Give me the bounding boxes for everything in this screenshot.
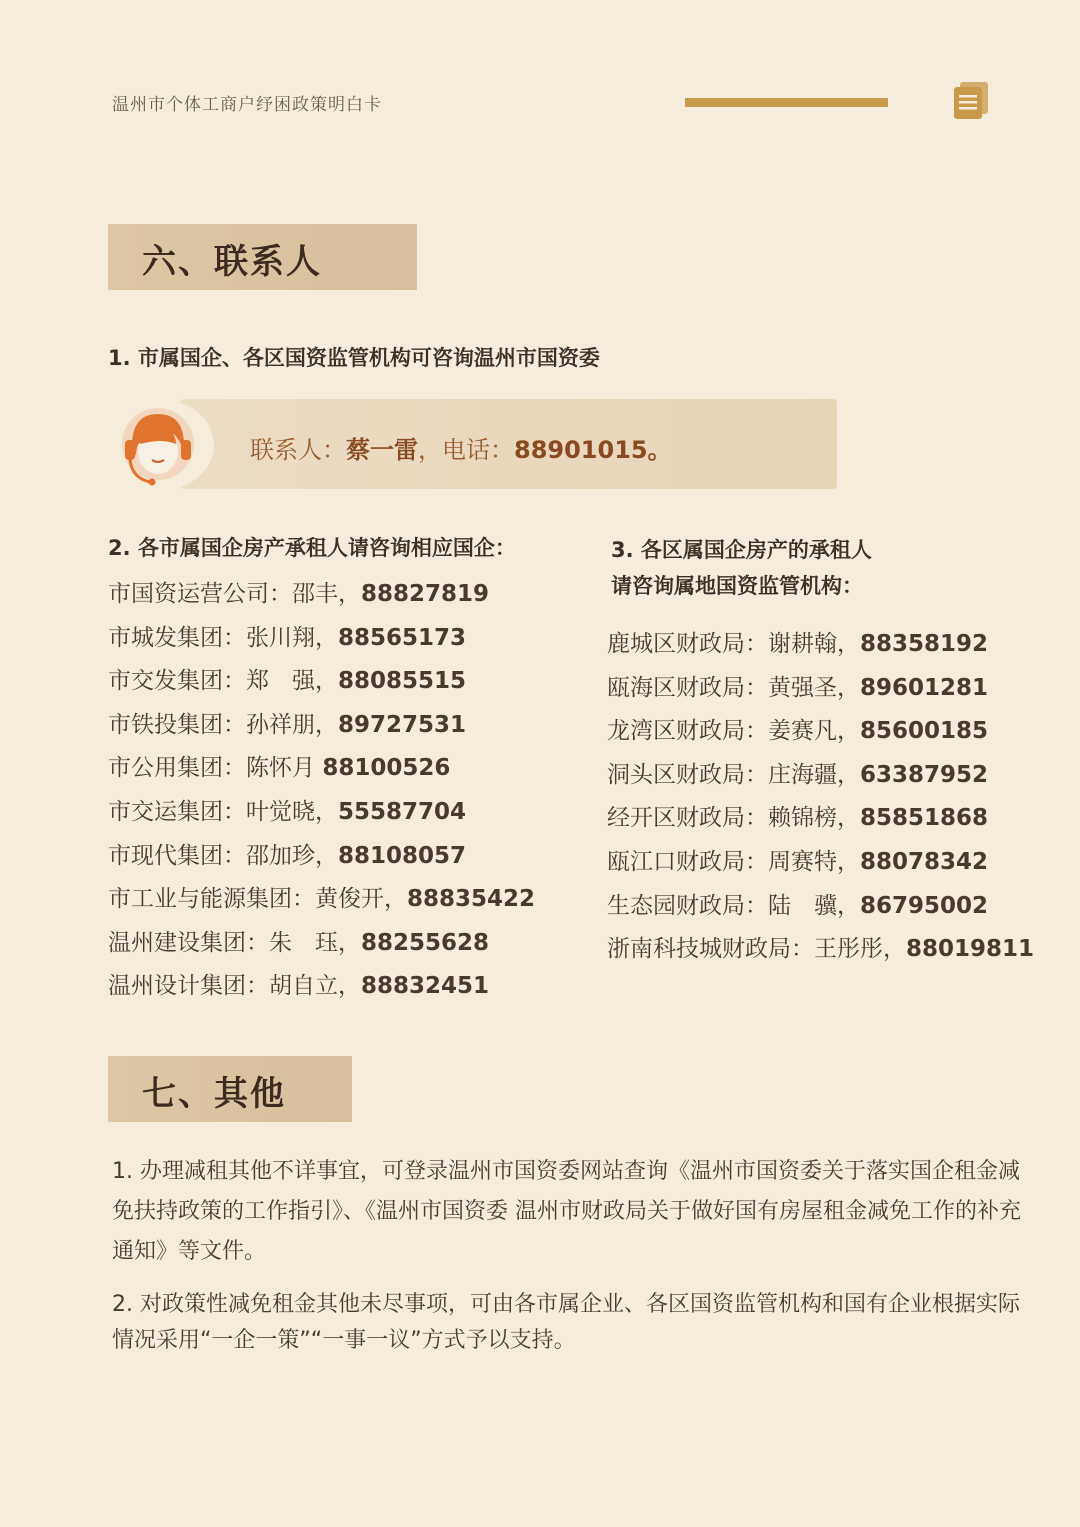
section-six-title: 六、联系人 [142, 242, 322, 282]
list-item: 洞头区财政局：庄海疆，63387952 [607, 761, 989, 788]
section-six-heading [108, 224, 417, 290]
list-item: 市国资运营公司：邵丰，88827819 [108, 581, 490, 607]
customer-service-icon [110, 400, 214, 490]
district-finance-contact-list [607, 625, 1034, 974]
list-item: 瓯江口财政局：周赛特，88078342 [607, 848, 989, 875]
list-item: 龙湾区财政局：姜赛凡，85600185 [607, 718, 989, 745]
section-seven-title: 七、其他 [142, 1074, 286, 1114]
contact-phone: 88901015。 [514, 436, 672, 464]
list-item: 市铁投集团：孙祥朋，89727531 [108, 711, 467, 738]
list-item: 市公用集团：陈怀月 88100526 [108, 755, 451, 782]
section-seven-heading [108, 1056, 352, 1122]
list-item: 市工业与能源集团：黄俊开，88835422 [108, 886, 536, 913]
list-item: 浙南科技城财政局：王彤彤，88019811 [607, 936, 1035, 963]
subheading-3-line1: 3. 各区属国企房产的承租人 [611, 538, 872, 562]
subheading-1: 1. 市属国企、各区国资监管机构可咨询温州市国资委 [108, 346, 600, 370]
list-item: 市交运集团：叶觉晓，55587704 [108, 798, 467, 825]
list-item: 瓯海区财政局：黄强圣，89601281 [607, 674, 989, 701]
list-item: 温州建设集团：朱 珏，88255628 [108, 929, 490, 956]
other-paragraph-2: 2. 对政策性减免租金其他未尽事项，可由各市属企业、各区国资监管机构和国有企业根据实际情况采用“一企一策”“一事一议”方式予以支持。 [112, 1292, 1020, 1353]
header-accent-bar [685, 98, 888, 107]
contact-name: 蔡一雷 [346, 436, 418, 464]
contact-label: 联系人： [250, 436, 346, 464]
contact-info [250, 430, 672, 465]
subheading-3 [611, 532, 872, 604]
list-item: 市交发集团：郑 强，88085515 [108, 668, 467, 695]
list-item: 鹿城区财政局：谢耕翰，88358192 [607, 631, 989, 657]
list-item: 市城发集团：张川翔，88565173 [108, 624, 467, 651]
subheading-2: 2. 各市属国企房产承租人请咨询相应国企： [108, 536, 516, 560]
list-item: 经开区财政局：赖锦榜，85851868 [607, 805, 989, 832]
header-title: 温州市个体工商户纾困政策明白卡 [112, 95, 382, 115]
list-item: 生态园财政局：陆 骥，86795002 [607, 892, 989, 919]
subheading-3-line2: 请咨询属地国资监管机构： [611, 574, 863, 598]
other-paragraph-1: 1. 办理减租其他不详事宜，可登录温州市国资委网站查询《温州市国资委关于落实国企租金减免扶持政策的工作指引》、《温州市国资委 温州市财政局关于做好国有房屋租金减免工作的补充通知》等文件。 [112, 1159, 1021, 1264]
document-stack-icon [950, 80, 992, 120]
list-item: 温州设计集团：胡自立，88832451 [108, 973, 490, 1000]
contact-phone-label: ，电话： [418, 436, 514, 464]
list-item: 市现代集团：邵加珍，88108057 [108, 842, 467, 869]
city-enterprise-contact-list [108, 575, 535, 1011]
